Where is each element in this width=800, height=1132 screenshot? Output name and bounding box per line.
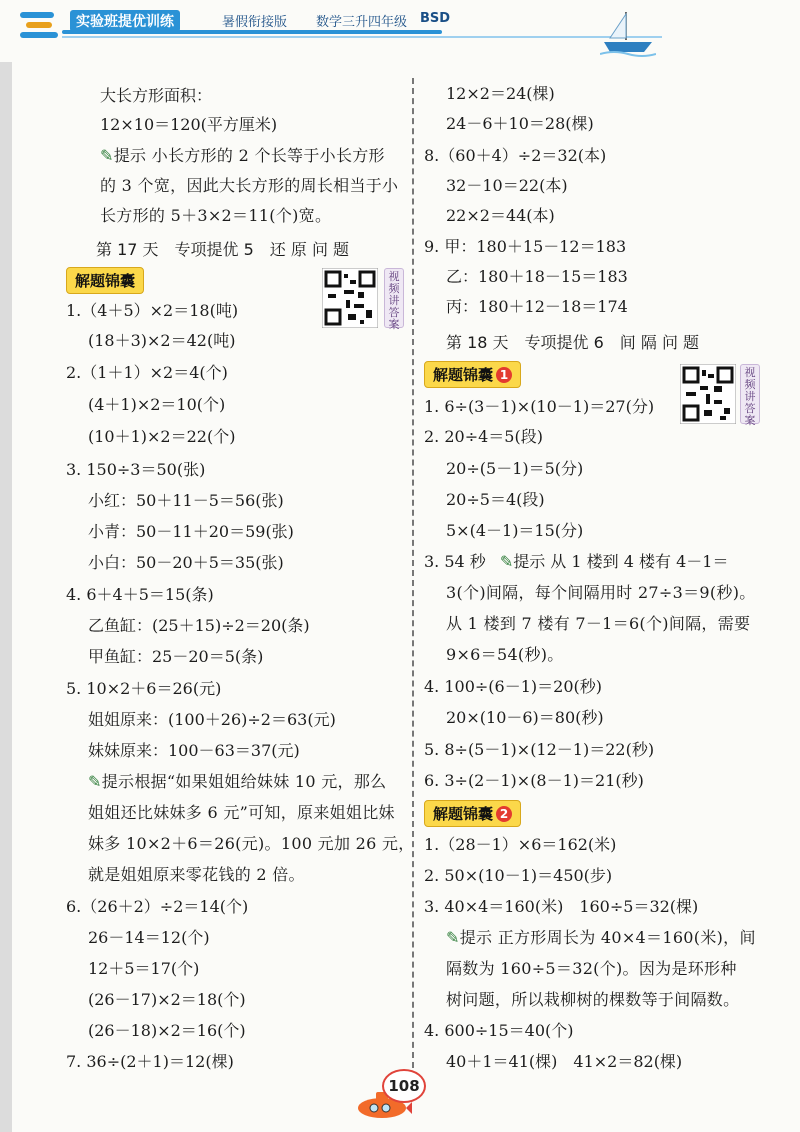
answer-line: 2. 50×(10－1)＝450(步) [424,866,613,885]
answer-line: 妹妹原来：100－63＝37(元) [88,741,300,760]
answer-line: 5. 8÷(5－1)×(12－1)＝22(秒) [424,740,655,759]
answer-line: 1. 6÷(3－1)×(10－1)＝27(分) [424,397,655,416]
tip-line: 隔数为 160÷5＝32(个)。因为是环形种 [446,959,737,978]
answer-line: 9. 甲：180＋15－12＝183 [424,237,627,256]
answer-line: (26－18)×2＝16(个) [88,1021,246,1040]
answer-line: 5×(4－1)＝15(分) [446,521,584,540]
answer-line: 5. 10×2＋6＝26(元) [66,679,222,698]
answer-line: 3. 150÷3＝50(张) [66,460,206,479]
answer-line: 40＋1＝41(棵) 41×2＝82(棵) [446,1052,683,1071]
answer-line: 24－6＋10＝28(棵) [446,114,594,133]
section-title-day18: 第 18 天 专项提优 6 间 隔 问 题 [446,333,700,352]
answer-line: 甲鱼缸：25－20＝5(条) [88,647,264,666]
tips-badge-2: 解题锦囊 2 [424,800,521,827]
tip-line: 的 3 个宽，因此大长方形的周长相当于小 [100,176,399,195]
page-number: 108 [382,1069,426,1103]
page-header [0,0,800,62]
answer-line: (4＋1)×2＝10(个) [88,395,226,414]
answer-line: 6. 3÷(2－1)×(8－1)＝21(秒) [424,771,644,790]
answer-line: 小白：50－20＋5＝35(张) [88,553,284,572]
answer-line: 12×10＝120(平方厘米) [100,115,278,134]
section-title-day17: 第 17 天 专项提优 5 还 原 问 题 [96,240,350,259]
answer-line: 小青：50－11＋20＝59(张) [88,522,294,541]
answer-line: 4. 100÷(6－1)＝20(秒) [424,677,602,696]
answer-line: 小红：50＋11－5＝56(张) [88,491,284,510]
answer-line: 2. 20÷4＝5(段) [424,427,543,446]
tip-line: 妹多 10×2＋6＝26(元)。100 元加 26 元， [88,834,415,853]
hint-icon: ✎ [499,552,514,571]
tip-line: 9×6＝54(秒)。 [446,645,564,664]
series-title: 实验班提优训练 [70,10,180,32]
answer-line: 4. 600÷15＝40(个) [424,1021,574,1040]
video-answer-label: 视频讲答案 [384,268,404,328]
tip-line: ✎提示根据“如果姐姐给妹妹 10 元，那么 [88,772,387,791]
qr-code-icon [322,268,378,328]
publisher-label: BSD [420,11,451,26]
answer-line: 大长方形面积： [100,86,213,105]
video-answer-label: 视频讲答案 [740,364,760,424]
answer-line: 20÷5＝4(段) [446,490,545,509]
sailboat-icon [600,10,656,58]
tips-badge: 解题锦囊 [66,267,144,294]
edition-label: 暑假衔接版 [222,15,288,30]
hint-icon: ✎ [100,146,114,165]
answer-line: 26－14＝12(个) [88,928,210,947]
hint-icon: ✎ [88,772,102,791]
answer-line: 22×2＝44(本) [446,206,555,225]
answer-line: 3. 40×4＝160(米) 160÷5＝32(棵) [424,897,699,916]
answer-line: 32－10＝22(本) [446,176,568,195]
page-edge [0,62,12,1132]
answer-line: 3. 54 秒 ✎提示 从 1 楼到 4 楼有 4－1＝ [424,552,729,571]
answer-line: 1.（4＋5）×2＝18(吨) [66,301,239,320]
tip-line: 姐姐还比妹妹多 6 元”可知，原来姐姐比妹 [88,803,395,822]
tip-line: 树问题，所以栽柳树的棵数等于间隔数。 [446,990,740,1009]
answer-line: (10＋1)×2＝22(个) [88,427,236,446]
answer-line: 8.（60＋4）÷2＝32(本) [424,146,607,165]
tip-line: ✎提示 正方形周长为 40×4＝160(米)，间 [446,928,756,947]
hint-icon: ✎ [446,928,460,947]
series-logo-icon [18,8,62,42]
answer-line: (26－17)×2＝18(个) [88,990,246,1009]
tip-line: 从 1 楼到 7 楼有 7－1＝6(个)间隔，需要 [446,614,751,633]
answer-line: 20÷(5－1)＝5(分) [446,459,584,478]
answer-line: 7. 36÷(2＋1)＝12(棵) [66,1052,234,1071]
subject-label: 数学三升四年级 [316,15,408,30]
answer-line: 6.（26＋2）÷2＝14(个) [66,897,249,916]
answer-line: 姐姐原来：(100＋26)÷2＝63(元) [88,710,336,729]
tip-line: 3(个)间隔，每个间隔用时 27÷3＝9(秒)。 [446,583,756,602]
answer-line: 4. 6＋4＋5＝15(条) [66,585,214,604]
answer-line: (18＋3)×2＝42(吨) [88,331,236,350]
answer-line: 乙鱼缸：(25＋15)÷2＝20(条) [88,616,310,635]
answer-line: 12×2＝24(棵) [446,84,555,103]
tip-line: 长方形的 5＋3×2＝11(个)宽。 [100,206,332,225]
answer-line: 2.（1＋1）×2＝4(个) [66,363,228,382]
qr-code-icon [680,364,736,424]
tip-line: ✎提示 小长方形的 2 个长等于小长方形 [100,146,385,165]
column-divider [412,78,414,1068]
tip-line: 就是姐姐原来零花钱的 2 倍。 [88,865,305,884]
answer-line: 丙：180＋12－18＝174 [446,297,628,316]
tips-badge-1: 解题锦囊 1 [424,361,521,388]
answer-line: 1.（28－1）×6＝162(米) [424,835,617,854]
answer-line: 乙：180＋18－15＝183 [446,267,628,286]
answer-line: 12＋5＝17(个) [88,959,200,978]
answer-line: 20×(10－6)＝80(秒) [446,708,604,727]
header-rule-thin [62,36,662,38]
